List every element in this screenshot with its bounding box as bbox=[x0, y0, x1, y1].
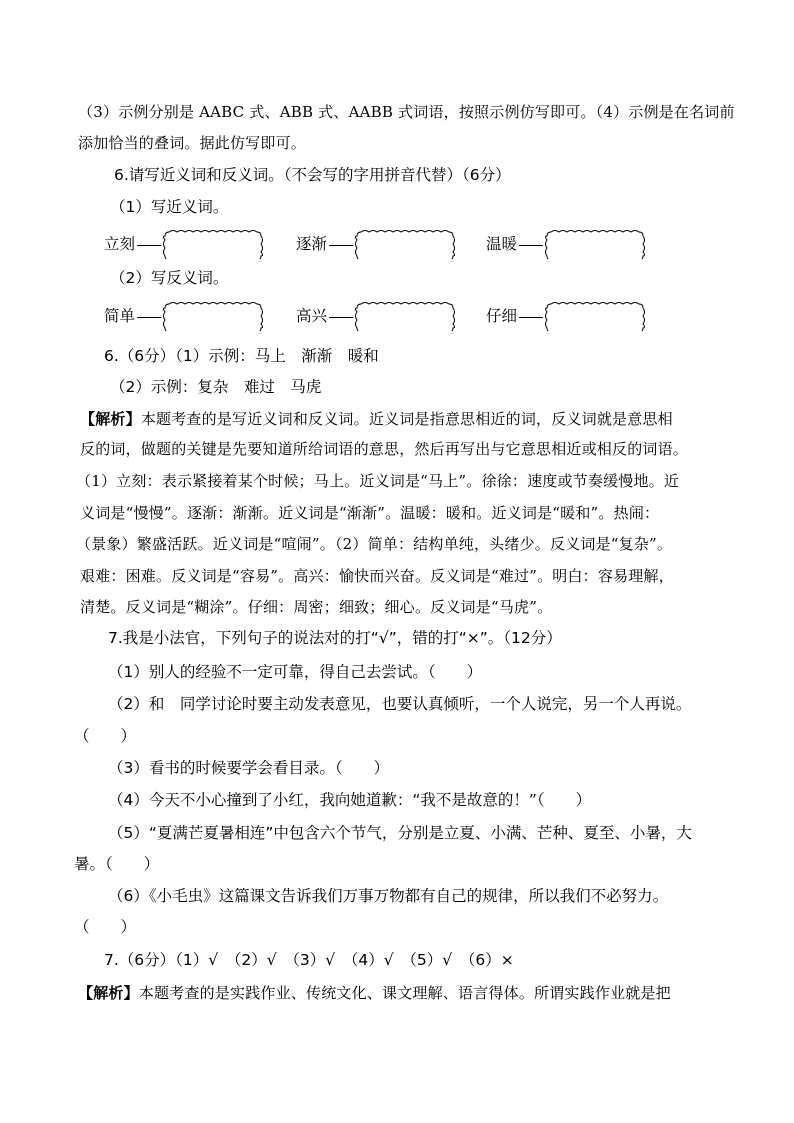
question-7-analysis-line bbox=[78, 983, 671, 1003]
dash-line bbox=[519, 245, 543, 246]
synonym-item bbox=[104, 226, 263, 262]
dash-line bbox=[137, 245, 161, 246]
antonym-item bbox=[296, 298, 455, 334]
question-6-analysis-line: 清楚。反义词是“糊涂”。仔细：周密；细致；细心。反义词是“马虎”。 bbox=[80, 598, 553, 616]
question-7-item: （6）《小毛虫》这篇课文告诉我们万事万物都有自己的规律，所以我们不必努力。 bbox=[108, 887, 669, 905]
question-6-answer-1: 6.（6分）（1）示例：马上 渐渐 暖和 bbox=[104, 347, 379, 365]
antonym-item bbox=[486, 298, 645, 334]
question-7-item: （2）和 同学讨论时要主动发表意见，也要认真倾听，一个人说完，另一个人再说。 bbox=[108, 695, 692, 713]
question-6-analysis-line bbox=[80, 409, 673, 429]
analysis-tag: 【解析】 bbox=[78, 984, 139, 1002]
question-6-part-1: （1）写近义词。 bbox=[110, 198, 229, 216]
question-6-analysis-line: 义词是“慢慢”。逐渐：渐渐。近义词是“渐渐”。温暖：暖和。近义词是“暖和”。热闹： bbox=[80, 504, 660, 522]
question-6-analysis-line: 反的词，做题的关键是先要知道所给词语的意思，然后再写出与它意思相近或相反的词语。 bbox=[80, 440, 689, 458]
dash-line bbox=[519, 317, 543, 318]
question-7-item-bracket: （ ） bbox=[74, 727, 137, 745]
question-7-answer: 7.（6分）（1）√ （2）√ （3）√ （4）√ （5）√ （6）× bbox=[104, 951, 514, 969]
question-7-item-bracket: 暑。（ ） bbox=[74, 855, 160, 873]
antonym-word: 简单 bbox=[104, 307, 136, 325]
antonym-item bbox=[104, 298, 263, 334]
answer-box[interactable] bbox=[355, 301, 455, 331]
synonym-word: 立刻 bbox=[104, 235, 136, 253]
synonym-word: 温暖 bbox=[486, 235, 518, 253]
question-6-analysis-line: （1）立刻：表示紧接着某个时候；马上。近义词是“马上”。徐徐：速度或节奏缓慢地。近 bbox=[76, 472, 680, 490]
synonym-row bbox=[0, 226, 794, 262]
antonym-row bbox=[0, 298, 794, 334]
synonym-item bbox=[296, 226, 455, 262]
dash-line bbox=[137, 317, 161, 318]
answer-box[interactable] bbox=[545, 301, 645, 331]
antonym-word: 高兴 bbox=[296, 307, 328, 325]
question-7-item: （3）看书的时候要学会看目录。（ ） bbox=[108, 759, 390, 777]
intro-line-2: 添加恰当的叠词。据此仿写即可。 bbox=[78, 134, 307, 152]
question-7-item: （4）今天不小心撞到了小红，我向她道歉：“我不是故意的！”（ ） bbox=[108, 791, 592, 809]
question-6-answer-2: （2）示例：复杂 难过 马虎 bbox=[110, 378, 322, 396]
antonym-word: 仔细 bbox=[486, 307, 518, 325]
dash-line bbox=[329, 245, 353, 246]
intro-line-1: （3）示例分别是 AABC 式、ABB 式、AABB 式词语，按照示例仿写即可。（4）示例是在名词前 bbox=[78, 103, 735, 121]
answer-box[interactable] bbox=[163, 229, 263, 259]
question-6-title: 6.请写近义词和反义词。（不会写的字用拼音代替）（6分） bbox=[114, 166, 511, 184]
question-6-analysis-line: （景象）繁盛活跃。近义词是“喧闹”。（2）简单：结构单纯，头绪少。反义词是“复杂”。 bbox=[76, 535, 673, 553]
answer-box[interactable] bbox=[163, 301, 263, 331]
question-7-item: （1）别人的经验不一定可靠，得自己去尝试。（ ） bbox=[108, 663, 483, 681]
synonym-item bbox=[486, 226, 645, 262]
question-7-item-bracket: （ ） bbox=[74, 918, 137, 936]
analysis-tag: 【解析】 bbox=[80, 410, 141, 428]
synonym-word: 逐渐 bbox=[296, 235, 328, 253]
answer-box[interactable] bbox=[355, 229, 455, 259]
question-6-part-2: （2）写反义词。 bbox=[110, 269, 229, 287]
question-6-analysis-line: 艰难：困难。反义词是“容易”。高兴：愉快而兴奋。反义词是“难过”。明白：容易理解， bbox=[80, 567, 674, 585]
question-7-title: 7.我是小法官，下列句子的说法对的打“√”，错的打“×”。（12分） bbox=[108, 629, 562, 647]
dash-line bbox=[329, 317, 353, 318]
analysis-text: 本题考查的是写近义词和反义词。近义词是指意思相近的词，反义词就是意思相 bbox=[140, 410, 673, 428]
analysis-text: 本题考查的是实践作业、传统文化、课文理解、语言得体。所谓实践作业就是把 bbox=[138, 984, 671, 1002]
answer-box[interactable] bbox=[545, 229, 645, 259]
question-7-item: （5）“夏满芒夏暑相连”中包含六个节气，分别是立夏、小满、芒种、夏至、小暑，大 bbox=[108, 824, 692, 842]
